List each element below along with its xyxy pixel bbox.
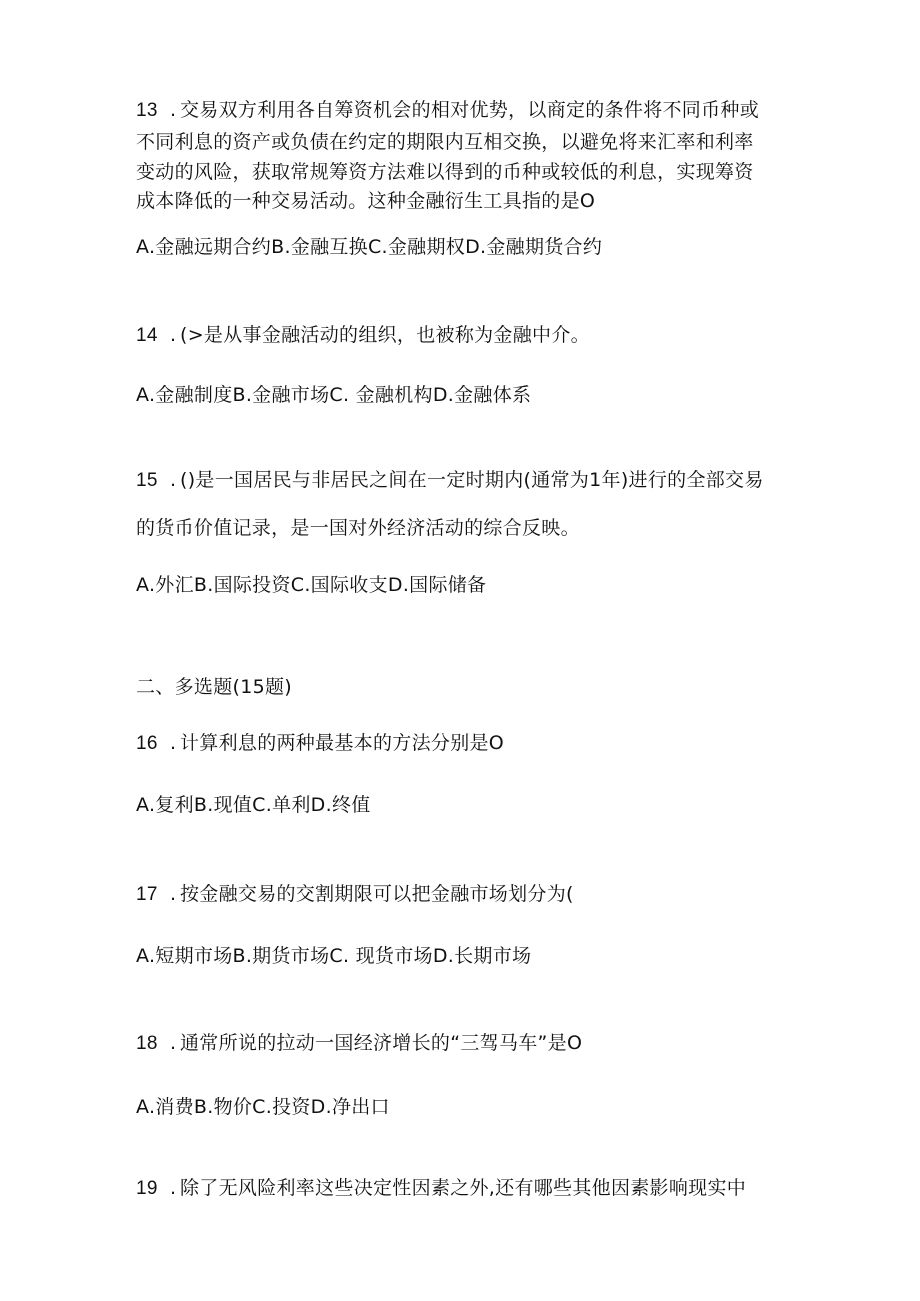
- question-15-line-2: 的货币价值记录，是一国对外经济活动的综合反映。: [136, 517, 580, 539]
- section-heading: 二、多选题(15题): [136, 676, 293, 698]
- question-16-options: A.复利B.现值C.单利D.终值: [136, 794, 371, 816]
- question-18-options: A.消费B.物价C.投资D.净出口: [136, 1096, 390, 1118]
- question-13-line-2: 不同利息的资产或负债在约定的期限内互相交换，以避免将来汇率和利率: [136, 131, 754, 153]
- question-13-line-3: 变动的风险，获取常规筹资方法难以得到的币种或较低的利息，实现筹资: [136, 161, 754, 183]
- question-text: 通常所说的拉动一国经济增长的“三驾马车”是O: [180, 1032, 583, 1054]
- question-number: 15: [136, 470, 158, 491]
- question-text: 计算利息的两种最基本的方法分别是O: [180, 732, 505, 754]
- question-text: ()是一国居民与非居民之间在一定时期内(通常为1年)进行的全部交易: [180, 469, 764, 491]
- question-13-options: A.金融远期合约B.金融互换C.金融期权D.金融期货合约: [136, 236, 603, 258]
- question-text: 按金融交易的交割期限可以把金融市场划分为(: [180, 883, 574, 905]
- question-text: 交易双方利用各自筹资机会的相对优势，以商定的条件将不同币种或: [180, 99, 760, 121]
- question-text: 除了无风险利率这些决定性因素之外,还有哪些其他因素影响现实中: [180, 1177, 747, 1199]
- question-15-line-1: 15 . ()是一国居民与非居民之间在一定时期内(通常为1年)进行的全部交易: [136, 467, 764, 494]
- question-number: 17: [136, 884, 158, 905]
- question-16: 16 . 计算利息的两种最基本的方法分别是O: [136, 730, 504, 757]
- question-15-options: A.外汇B.国际投资C.国际收支D.国际储备: [136, 574, 487, 596]
- question-17-options: A.短期市场B.期货市场C. 现货市场D.长期市场: [136, 945, 532, 967]
- question-13-line-1: 13 . 交易双方利用各自筹资机会的相对优势，以商定的条件将不同币种或: [136, 97, 759, 124]
- question-number: 16: [136, 733, 158, 754]
- question-number: 18: [136, 1033, 158, 1054]
- question-number: 13: [136, 100, 158, 121]
- question-number: 19: [136, 1178, 158, 1199]
- question-17: 17 . 按金融交易的交割期限可以把金融市场划分为(: [136, 881, 574, 908]
- question-14-options: A.金融制度B.金融市场C. 金融机构D.金融体系: [136, 384, 532, 406]
- question-number: 14: [136, 325, 158, 346]
- question-13-line-4: 成本降低的一种交易活动。这种金融衍生工具指的是O: [136, 190, 596, 212]
- question-14: 14 . (>是从事金融活动的组织，也被称为金融中介。: [136, 322, 590, 349]
- question-19: 19 . 除了无风险利率这些决定性因素之外,还有哪些其他因素影响现实中: [136, 1175, 746, 1202]
- question-18: 18 . 通常所说的拉动一国经济增长的“三驾马车”是O: [136, 1030, 582, 1057]
- question-text: (>是从事金融活动的组织，也被称为金融中介。: [180, 324, 590, 346]
